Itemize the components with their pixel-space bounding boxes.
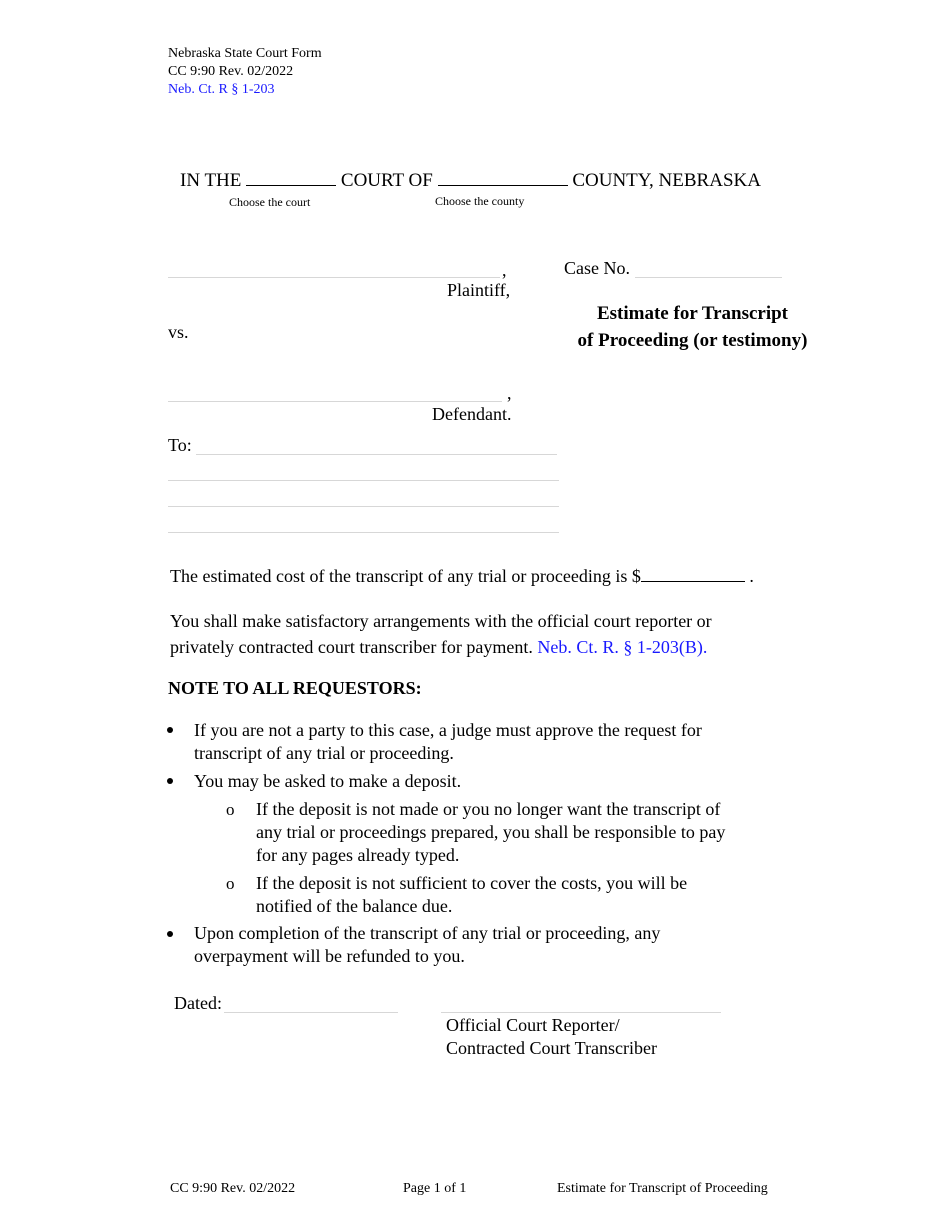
- sub-bullet-icon: o: [226, 800, 235, 819]
- in-the-label: IN THE: [180, 170, 242, 191]
- court-of-label: COURT OF: [340, 170, 433, 191]
- arrangements-rule-link[interactable]: Neb. Ct. R. § 1-203(B).: [537, 637, 708, 657]
- signature-label: [446, 1014, 657, 1060]
- arrangements-line2: privately contracted court transcriber for payment.: [170, 637, 533, 657]
- defendant-label: Defendant.: [432, 404, 512, 424]
- sub2-line1: If the deposit is not sufficient to cover the costs, you will be: [256, 873, 688, 893]
- to-field-line3[interactable]: [168, 506, 559, 507]
- header-line1: Nebraska State Court Form: [168, 46, 322, 61]
- bullet3-line2: overpayment will be refunded to you.: [194, 946, 465, 966]
- estimate-amount-field[interactable]: [641, 567, 745, 582]
- dated-label: Dated:: [174, 993, 222, 1013]
- sub-bullet-icon: o: [226, 874, 235, 893]
- form-header: [168, 45, 322, 99]
- estimate-period: .: [749, 566, 754, 586]
- bullet-item-1: [194, 719, 702, 765]
- sub1-line3: for any pages already typed.: [256, 845, 460, 865]
- footer-page-number: Page 1 of 1: [403, 1181, 467, 1196]
- to-field-line1[interactable]: [196, 454, 557, 455]
- signature-line1: Official Court Reporter/: [446, 1015, 620, 1035]
- bullet-icon: [167, 931, 173, 937]
- document-title: [560, 300, 825, 354]
- estimate-sentence: [170, 566, 754, 587]
- signature-field[interactable]: [441, 1012, 721, 1013]
- note-heading: NOTE TO ALL REQUESTORS:: [168, 678, 422, 698]
- title-line1: Estimate for Transcript: [596, 303, 789, 324]
- bullet-icon: [167, 727, 173, 733]
- case-no-label: Case No.: [564, 258, 630, 278]
- to-field-line4[interactable]: [168, 532, 559, 533]
- signature-line2: Contracted Court Transcriber: [446, 1038, 657, 1058]
- estimate-text: The estimated cost of the transcript of any trial or proceeding is $: [170, 566, 641, 586]
- header-line2: CC 9:90 Rev. 02/2022: [168, 64, 294, 79]
- court-select[interactable]: [246, 171, 336, 186]
- bullet-item-2: You may be asked to make a deposit.: [194, 771, 462, 791]
- county-select[interactable]: [438, 171, 568, 186]
- county-hint: Choose the county: [435, 194, 525, 208]
- bullet3-line1: Upon completion of the transcript of any trial or proceeding, any: [194, 923, 661, 943]
- sub-item-1: [256, 798, 725, 867]
- vs-label: vs.: [168, 322, 189, 342]
- header-rule-link[interactable]: Neb. Ct. R § 1-203: [168, 82, 275, 97]
- county-label: COUNTY, NEBRASKA: [572, 170, 761, 191]
- bullet-item-3: [194, 922, 660, 968]
- sub2-line2: notified of the balance due.: [256, 896, 453, 916]
- sub-item-2: [256, 872, 687, 918]
- plaintiff-field[interactable]: [168, 277, 500, 278]
- footer-title: Estimate for Transcript of Proceeding: [557, 1181, 768, 1196]
- bullet-icon: [167, 778, 173, 784]
- to-field-line2[interactable]: [168, 480, 559, 481]
- case-no-field[interactable]: [635, 277, 782, 278]
- arrangements-line1: You shall make satisfactory arrangements with the official court reporter or: [170, 611, 712, 631]
- title-line2: of Proceeding (or testimony): [577, 330, 808, 351]
- court-hint: Choose the court: [229, 195, 311, 209]
- bullet1-line2: transcript of any trial or proceeding.: [194, 743, 454, 763]
- footer-form-id: CC 9:90 Rev. 02/2022: [170, 1181, 296, 1196]
- plaintiff-label: Plaintiff,: [447, 280, 511, 300]
- to-label: To:: [168, 435, 192, 455]
- defendant-field[interactable]: [168, 401, 502, 402]
- defendant-comma: ,: [507, 383, 512, 403]
- sub1-line1: If the deposit is not made or you no longer want the transcript of: [256, 799, 721, 819]
- bullet1-line1: If you are not a party to this case, a judge must approve the request for: [194, 720, 702, 740]
- arrangements-paragraph: [170, 608, 712, 660]
- plaintiff-comma: ,: [502, 260, 507, 280]
- court-caption: [180, 170, 761, 192]
- sub1-line2: any trial or proceedings prepared, you shall be responsible to pay: [256, 822, 726, 842]
- dated-field[interactable]: [224, 1012, 398, 1013]
